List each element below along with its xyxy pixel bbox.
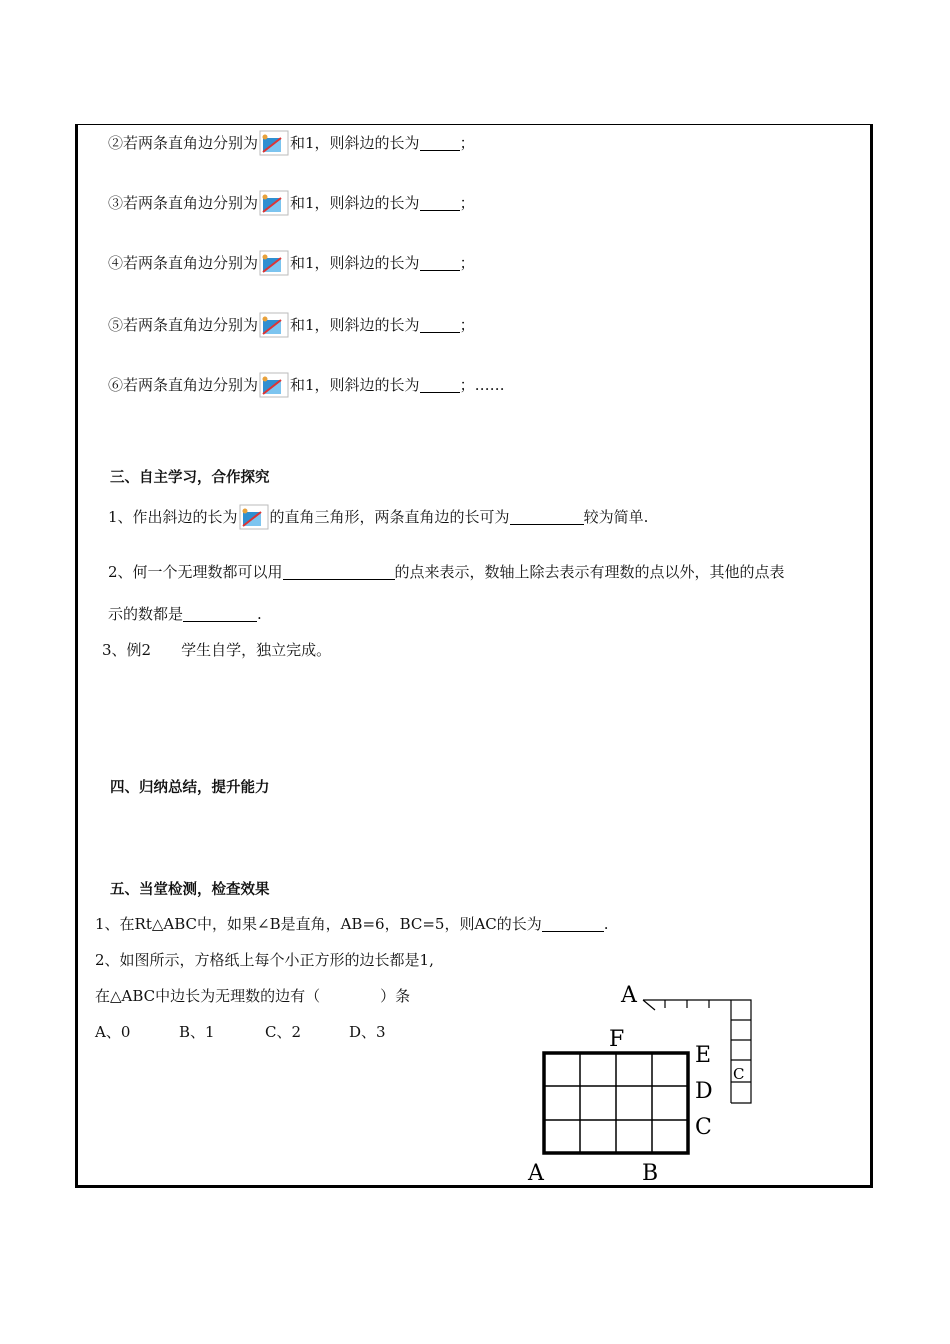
label-b: B [642, 1161, 659, 1185]
broken-image-icon [239, 504, 269, 530]
label-c-small: C [733, 1065, 745, 1083]
section5-question2-stem: 在△ABC中边长为无理数的边有（ ）条 [95, 987, 411, 1005]
broken-image-icon [259, 130, 289, 156]
section5-question2: 2、如图所示，方格纸上每个小正方形的边长都是1, [95, 951, 434, 969]
choice-a[interactable]: A、0 [95, 1023, 131, 1041]
section5-question1: 1、在Rt△ABC中，如果∠B是直角，AB=6，BC=5，则AC的长为 . [95, 915, 609, 933]
grid-figure [525, 980, 765, 1185]
exercise-item: ③若两条直角边分别为 和1，则斜边的长为 ； [108, 190, 475, 216]
label-e: E [695, 1043, 712, 1068]
answer-blank[interactable] [420, 316, 460, 333]
broken-image-icon [259, 190, 289, 216]
label-d: D [695, 1079, 713, 1104]
broken-image-icon [259, 250, 289, 276]
section4-title: 四、归纳总结，提升能力 [110, 780, 270, 796]
exercise-item: ④若两条直角边分别为 和1，则斜边的长为 ； [108, 250, 475, 276]
section3-question1: 1、作出斜边的长为 的直角三角形，两条直角边的长可为 较为简单. [108, 504, 648, 530]
section5-title: 五、当堂检测，检查效果 [110, 882, 270, 898]
choice-b[interactable]: B、1 [179, 1023, 215, 1041]
answer-blank[interactable] [283, 563, 395, 580]
answer-blank[interactable] [420, 134, 460, 151]
exercise-item: ⑤若两条直角边分别为 和1，则斜边的长为 ； [108, 312, 475, 338]
section5-choices [95, 1022, 386, 1042]
section3-question2-cont: 示的数都是 . [108, 605, 262, 623]
section3-question3: 3、例2 学生自学，独立完成。 [102, 641, 332, 659]
label-f: F [609, 1027, 625, 1052]
choice-d[interactable]: D、3 [349, 1023, 386, 1041]
section3-title: 三、自主学习，合作探究 [110, 470, 270, 486]
answer-blank[interactable] [420, 254, 460, 271]
exercise-item: ②若两条直角边分别为 和1，则斜边的长为 ； [108, 130, 475, 156]
answer-blank[interactable] [542, 915, 604, 932]
answer-blank[interactable] [510, 508, 584, 525]
answer-blank[interactable] [183, 605, 257, 622]
broken-image-icon [259, 372, 289, 398]
answer-blank[interactable] [420, 376, 460, 393]
exercise-item: ⑥若两条直角边分别为 和1，则斜边的长为 ；…… [108, 372, 505, 398]
answer-blank[interactable] [420, 194, 460, 211]
label-c: C [695, 1115, 712, 1140]
label-a: A [528, 1161, 544, 1185]
choice-c[interactable]: C、2 [265, 1023, 302, 1041]
broken-image-icon [259, 312, 289, 338]
section3-question2: 2、何一个无理数都可以用 的点来表示，数轴上除去表示有理数的点以外，其他的点表 [108, 563, 785, 581]
label-a-top: A [621, 983, 637, 1008]
main-grid [544, 1053, 688, 1153]
